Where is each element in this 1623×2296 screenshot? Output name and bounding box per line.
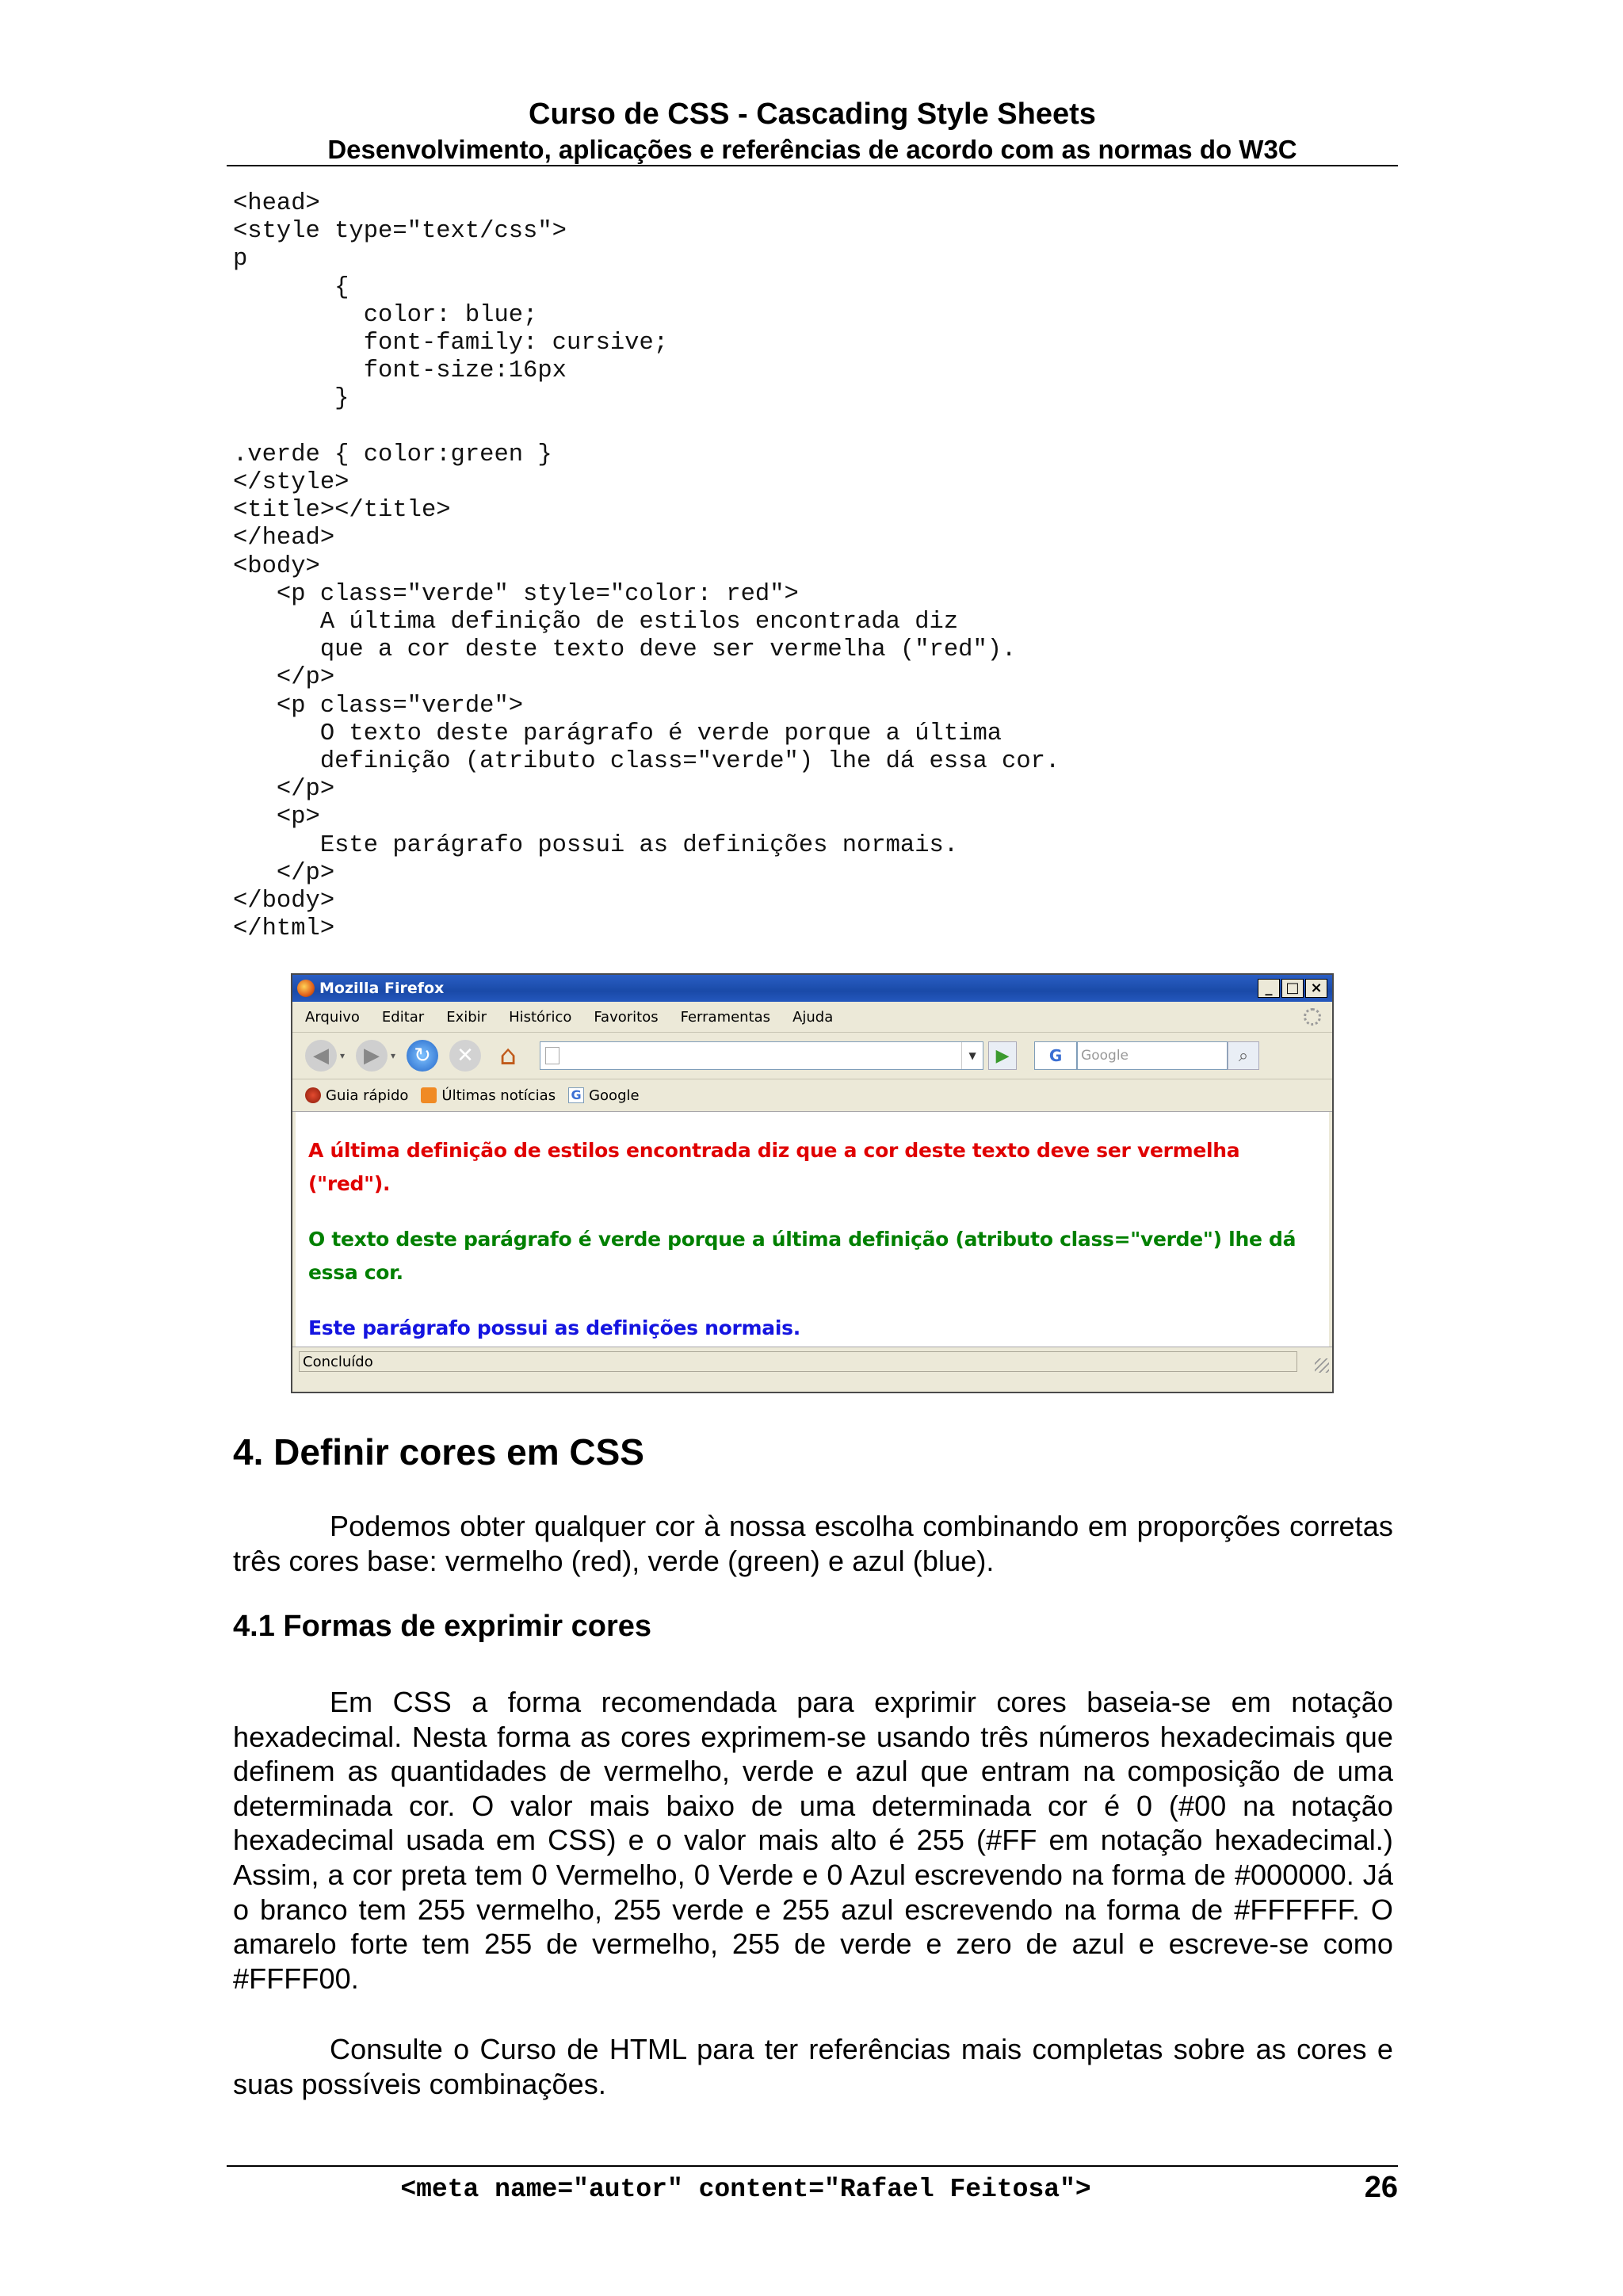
menu-historico[interactable]: Histórico [509,1008,572,1026]
window-controls [1258,979,1332,998]
section-title: 4. Definir cores em CSS [233,1431,644,1473]
back-arrow-icon[interactable]: ◀ [305,1040,337,1072]
minimize-button[interactable]: _ [1258,979,1280,998]
bookmark-google[interactable] [568,1087,639,1104]
green-paragraph: O texto deste parágrafo é verde porque a última definição (atributo class="verde") lhe dá essa cor. [308,1228,1296,1284]
page-header [227,95,1398,166]
subsection-paragraph-2: Consulte o Curso de HTML para ter referências mais completas sobre as cores e suas possíveis combinações. [233,2033,1393,2100]
maximize-button[interactable]: □ [1281,979,1304,998]
menu-arquivo[interactable]: Arquivo [305,1008,360,1026]
status-text: Concluído [299,1351,1297,1372]
blue-paragraph: Este parágrafo possui as definições normais. [308,1316,800,1339]
browser-status-bar [292,1347,1332,1376]
throbber-icon [1304,1008,1321,1026]
document-title: Curso de CSS - Cascading Style Sheets [529,97,1096,131]
bookmark-ultimas-noticias[interactable] [421,1087,556,1104]
guide-icon [305,1087,321,1103]
url-dropdown-icon[interactable]: ▼ [961,1042,983,1069]
red-paragraph: A última definição de estilos encontrada diz que a cor deste texto deve ser vermelha ("red"). [308,1139,1240,1195]
browser-title-bar [292,975,1332,1002]
browser-content-area [296,1112,1329,1347]
back-dropdown-icon[interactable]: ▾ [340,1050,346,1061]
search-magnifier-icon[interactable]: ⌕ [1228,1041,1259,1070]
footer-divider [227,2165,1398,2167]
url-input[interactable] [540,1041,983,1070]
menu-ferramentas[interactable]: Ferramentas [680,1008,771,1026]
footer-meta-text: <meta name="autor" content="Rafael Feitosa"> [400,2175,1091,2204]
stop-icon[interactable]: ✕ [449,1040,481,1072]
subsection-title: 4.1 Formas de exprimir cores [233,1610,652,1643]
bookmark-label: Google [589,1087,640,1104]
page-icon [545,1047,559,1064]
menu-exibir[interactable]: Exibir [446,1008,487,1026]
forward-dropdown-icon[interactable]: ▾ [391,1050,396,1061]
forward-arrow-icon[interactable]: ▶ [356,1040,388,1072]
reload-icon[interactable]: ↻ [407,1040,438,1072]
close-button[interactable]: × [1305,979,1327,998]
bookmark-label: Guia rápido [326,1087,409,1104]
menu-ajuda[interactable]: Ajuda [792,1008,834,1026]
home-icon[interactable]: ⌂ [499,1040,517,1072]
bookmarks-toolbar [292,1079,1332,1112]
browser-window-title: Mozilla Firefox [319,980,445,997]
firefox-logo-icon [297,980,315,997]
go-arrow-icon[interactable]: ▶ [988,1041,1017,1070]
navigation-toolbar [292,1032,1332,1079]
code-listing: <head> <style type="text/css"> p { color: blue; font-family: cursive; font-size:16px } .verde { color:green } </style> <title></title> </head> <body> <p class="verde" style="color: red"> A última definição de estilos encontrada diz que a cor deste texto deve ser vermelha ("red"). </p> <p class="verde"> O texto deste parágrafo é verde porque a última definição (atributo class="verde") lhe dá essa cor. </p> <p> Este parágrafo possui as definições normais. </p> </body> </html> [233,190,1060,943]
search-input[interactable]: Google [1077,1041,1228,1070]
header-divider [227,165,1398,166]
subsection-paragraph-1: Em CSS a forma recomendada para exprimir cores baseia-se em notação hexadecimal. Nesta forma as cores exprimem-se usando três números hexadecimais que definem as quantidades de vermelho, verde e azul que entram na composição de uma determinada cor. O valor mais baixo de uma determinada cor é 0 (#00 na notação hexadecimal usada em CSS) e o valor mais alto é 255 (#FF em notação hexadecimal.) Assim, a cor preta tem 0 Vermelho, 0 Verde e 0 Azul escrevendo na forma de #000000. Já o branco tem 255 vermelho, 255 verde e 255 azul escrevendo na forma de #FFFFFF. O amarelo forte tem 255 de vermelho, 255 de verde e zero de azul e escreve-se como #FFFF00. [233,1686,1393,1995]
browser-menu-bar [292,1002,1332,1032]
page-number: 26 [1364,2171,1398,2204]
bookmark-label: Últimas notícias [441,1087,556,1104]
google-icon: G [568,1087,584,1103]
resize-grip-icon[interactable] [1315,1358,1329,1373]
search-engine-selector[interactable]: G [1034,1041,1077,1070]
document-subtitle: Desenvolvimento, aplicações e referências de acordo com as normas do W3C [327,135,1297,164]
section-paragraph: Podemos obter qualquer cor à nossa escolha combinando em proporções corretas três cores base: vermelho (red), verde (green) e azul (blue). [233,1510,1393,1577]
rss-icon [421,1087,437,1103]
menu-editar[interactable]: Editar [381,1008,425,1026]
menu-favoritos[interactable]: Favoritos [594,1008,659,1026]
bookmark-guia-rapido[interactable] [305,1087,408,1104]
firefox-screenshot [291,973,1334,1393]
